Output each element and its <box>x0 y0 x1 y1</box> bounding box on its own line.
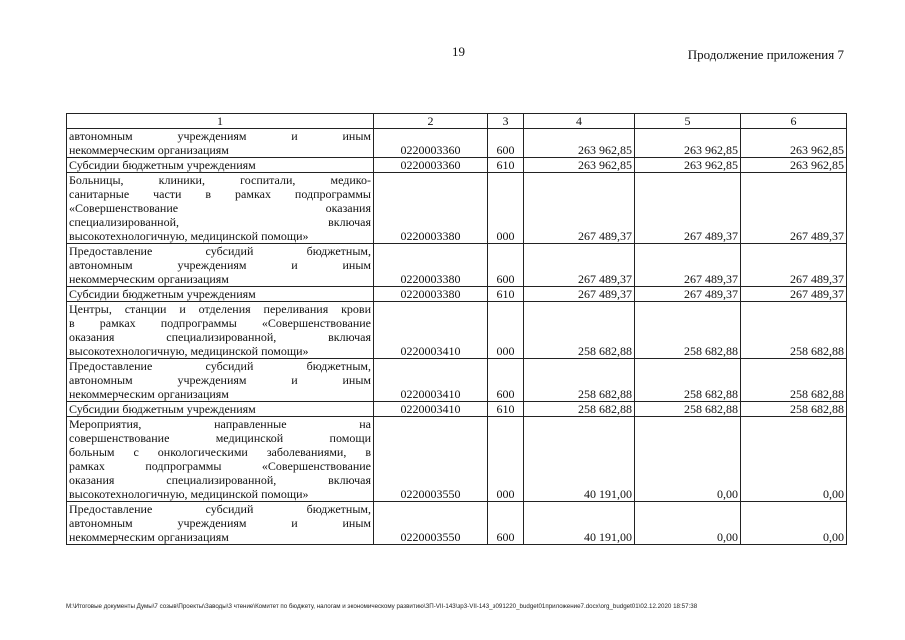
row-value-col6: 258 682,88 <box>741 402 847 417</box>
row-value-col5: 263 962,85 <box>635 129 741 158</box>
row-type: 610 <box>488 287 524 302</box>
header-cell: 1 <box>67 114 374 129</box>
table-row <box>67 244 847 287</box>
row-value-col6: 0,00 <box>741 417 847 502</box>
description-line: совершенствование медицинской помощи <box>69 431 371 445</box>
row-code: 0220003380 <box>374 287 488 302</box>
row-code: 0220003380 <box>374 244 488 287</box>
description-line: в рамках подпрограммы «Совершенствование <box>69 316 371 330</box>
row-value-col4: 258 682,88 <box>524 402 635 417</box>
table-row <box>67 359 847 402</box>
row-value-col4: 258 682,88 <box>524 302 635 359</box>
row-value-col6: 267 489,37 <box>741 287 847 302</box>
row-code: 0220003550 <box>374 502 488 545</box>
table-row <box>67 302 847 359</box>
row-code: 0220003410 <box>374 359 488 402</box>
row-description <box>67 302 374 359</box>
row-value-col6: 263 962,85 <box>741 129 847 158</box>
row-type: 610 <box>488 402 524 417</box>
row-value-col6: 263 962,85 <box>741 158 847 173</box>
row-value-col4: 267 489,37 <box>524 244 635 287</box>
table-row <box>67 158 847 173</box>
continuation-label: Продолжение приложения 7 <box>687 47 844 62</box>
header-cell: 5 <box>635 114 741 129</box>
table-row <box>67 502 847 545</box>
row-value-col6: 267 489,37 <box>741 173 847 244</box>
row-code: 0220003380 <box>374 173 488 244</box>
file-path-footer: М:\Итоговые документы Думы\7 созыв\Проекты\Заводы\3 чтение\Комитет по бюджету, налогам и экономическому развитию\ЗП-VII-143\зр3-VII-143_з091220_budget01приложение7.docx\org_budget01\02.12.2020 18:57:38 <box>66 603 698 610</box>
row-value-col4: 267 489,37 <box>524 287 635 302</box>
description-line: Предоставление субсидий бюджетным, <box>69 244 371 258</box>
header-cell: 2 <box>374 114 488 129</box>
table-row <box>67 287 847 302</box>
row-value-col6: 258 682,88 <box>741 302 847 359</box>
description-line: автономным учреждениям и иным <box>69 258 371 272</box>
description-line: автономным учреждениям и иным <box>69 129 371 143</box>
description-line: Предоставление субсидий бюджетным, <box>69 359 371 373</box>
row-type: 000 <box>488 417 524 502</box>
row-value-col5: 258 682,88 <box>635 359 741 402</box>
description-line: некоммерческим организациям <box>69 387 229 401</box>
row-type: 000 <box>488 302 524 359</box>
description-line: Предоставление субсидий бюджетным, <box>69 502 371 516</box>
row-type: 600 <box>488 244 524 287</box>
description-line: Субсидии бюджетным учреждениям <box>69 287 256 301</box>
row-value-col5: 258 682,88 <box>635 302 741 359</box>
row-description <box>67 359 374 402</box>
description-line: некоммерческим организациям <box>69 272 229 286</box>
table-row <box>67 129 847 158</box>
row-description <box>67 417 374 502</box>
row-value-col4: 263 962,85 <box>524 129 635 158</box>
row-description <box>67 158 374 173</box>
description-line: Центры, станции и отделения переливания крови <box>69 302 371 316</box>
header-cell: 3 <box>488 114 524 129</box>
description-line: оказания специализированной, включая <box>69 330 371 344</box>
row-code: 0220003410 <box>374 302 488 359</box>
header-cell: 4 <box>524 114 635 129</box>
budget-table <box>66 113 847 545</box>
row-type: 600 <box>488 502 524 545</box>
row-code: 0220003410 <box>374 402 488 417</box>
description-line: специализированной, включая <box>69 215 371 229</box>
description-line: Субсидии бюджетным учреждениям <box>69 402 256 416</box>
description-line: высокотехнологичную, медицинской помощи» <box>69 487 309 501</box>
row-type: 610 <box>488 158 524 173</box>
header-row <box>67 114 847 129</box>
row-value-col5: 258 682,88 <box>635 402 741 417</box>
row-description <box>67 502 374 545</box>
row-value-col6: 0,00 <box>741 502 847 545</box>
description-line: оказания специализированной, включая <box>69 473 371 487</box>
row-value-col5: 267 489,37 <box>635 244 741 287</box>
row-value-col5: 263 962,85 <box>635 158 741 173</box>
description-line: Мероприятия, направленные на <box>69 417 371 431</box>
description-line: Субсидии бюджетным учреждениям <box>69 158 256 172</box>
row-value-col6: 267 489,37 <box>741 244 847 287</box>
row-value-col4: 258 682,88 <box>524 359 635 402</box>
description-line: больным с онкологическими заболеваниями, в <box>69 445 371 459</box>
description-line: санитарные части в рамках подпрограммы <box>69 187 371 201</box>
row-value-col5: 267 489,37 <box>635 173 741 244</box>
description-line: «Совершенствование оказания <box>69 201 371 215</box>
budget-table-body <box>67 114 847 545</box>
description-line: высокотехнологичную, медицинской помощи» <box>69 344 309 358</box>
row-type: 000 <box>488 173 524 244</box>
description-line: высокотехнологичную, медицинской помощи» <box>69 229 309 243</box>
row-description <box>67 244 374 287</box>
header-cell: 6 <box>741 114 847 129</box>
row-value-col6: 258 682,88 <box>741 359 847 402</box>
row-code: 0220003360 <box>374 129 488 158</box>
description-line: некоммерческим организациям <box>69 143 229 157</box>
row-description <box>67 287 374 302</box>
row-type: 600 <box>488 129 524 158</box>
row-value-col4: 263 962,85 <box>524 158 635 173</box>
table-row <box>67 417 847 502</box>
row-value-col5: 267 489,37 <box>635 287 741 302</box>
description-line: рамках подпрограммы «Совершенствование <box>69 459 371 473</box>
description-line: автономным учреждениям и иным <box>69 373 371 387</box>
description-line: некоммерческим организациям <box>69 530 229 544</box>
row-description <box>67 129 374 158</box>
table-row <box>67 402 847 417</box>
row-value-col4: 40 191,00 <box>524 502 635 545</box>
row-value-col4: 267 489,37 <box>524 173 635 244</box>
row-description <box>67 173 374 244</box>
description-line: автономным учреждениям и иным <box>69 516 371 530</box>
row-description <box>67 402 374 417</box>
description-line: Больницы, клиники, госпитали, медико- <box>69 173 371 187</box>
row-code: 0220003360 <box>374 158 488 173</box>
row-value-col4: 40 191,00 <box>524 417 635 502</box>
row-value-col5: 0,00 <box>635 502 741 545</box>
page-number: 19 <box>452 44 465 59</box>
table-row <box>67 173 847 244</box>
row-value-col5: 0,00 <box>635 417 741 502</box>
row-code: 0220003550 <box>374 417 488 502</box>
row-type: 600 <box>488 359 524 402</box>
